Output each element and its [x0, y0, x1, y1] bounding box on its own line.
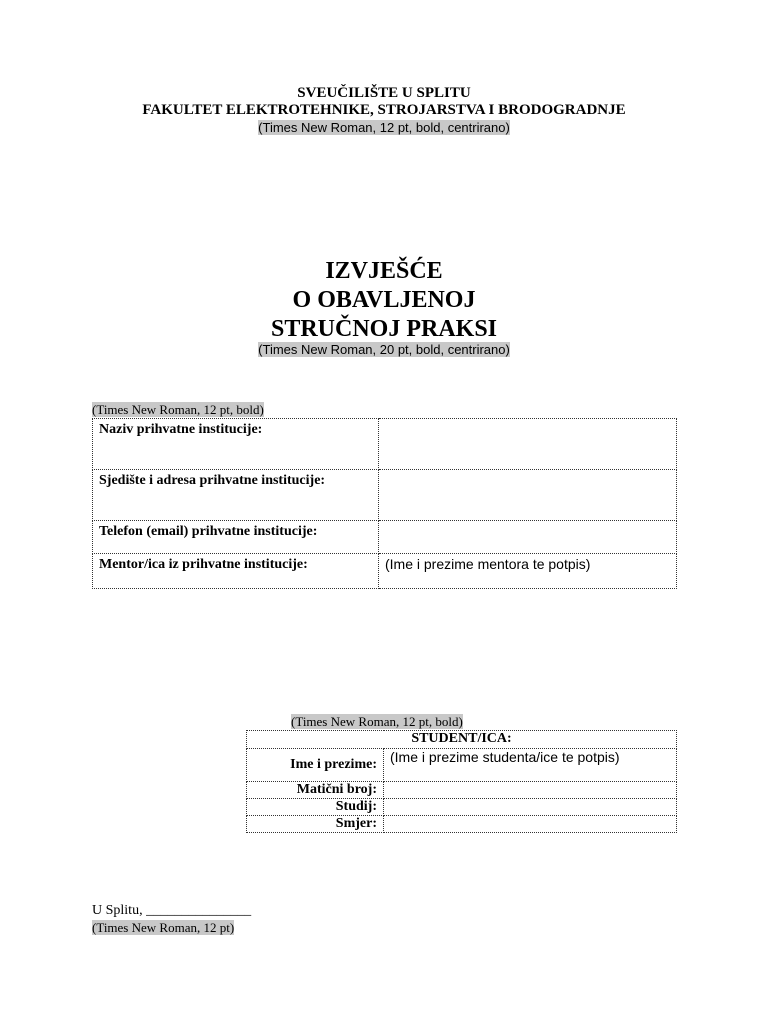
table-row — [93, 521, 677, 554]
title-line-1: IZVJEŠĆE — [325, 258, 443, 284]
student-table — [246, 730, 677, 833]
student-id-label: Matični broj: — [247, 782, 384, 799]
table-row — [93, 419, 677, 470]
study-label: Studij: — [247, 799, 384, 816]
table-row — [247, 816, 677, 833]
mentor-label: Mentor/ica iz prihvatne institucije: — [93, 554, 379, 589]
title-format-note: (Times New Roman, 20 pt, bold, centrirano) — [258, 342, 510, 357]
institution-format-note: (Times New Roman, 12 pt, bold) — [92, 402, 264, 417]
student-name-field[interactable]: (Ime i prezime studenta/ice te potpis) — [384, 749, 677, 782]
institution-address-field[interactable] — [379, 470, 677, 521]
university-name: SVEUČILIŠTE U SPLITU — [297, 85, 471, 101]
institution-phone-label: Telefon (email) prihvatne institucije: — [93, 521, 379, 554]
student-name-label: Ime i prezime: — [247, 749, 384, 782]
place-date-line: U Splitu, _______________ — [92, 903, 252, 918]
institution-address-label: Sjedište i adresa prihvatne institucije: — [93, 470, 379, 521]
institution-phone-field[interactable] — [379, 521, 677, 554]
institution-name-field[interactable] — [379, 419, 677, 470]
table-row — [247, 799, 677, 816]
institution-table — [92, 418, 677, 589]
student-heading: STUDENT/ICA: — [247, 731, 677, 749]
study-field[interactable] — [384, 799, 677, 816]
faculty-name: FAKULTET ELEKTROTEHNIKE, STROJARSTVA I BRODOGRADNJE — [142, 102, 626, 118]
table-row — [93, 470, 677, 521]
footer-format-note: (Times New Roman, 12 pt) — [92, 920, 235, 935]
title-line-3: STRUČNOJ PRAKSI — [270, 316, 498, 342]
mentor-field[interactable]: (Ime i prezime mentora te potpis) — [379, 554, 677, 589]
institution-name-label: Naziv prihvatne institucije: — [93, 419, 379, 470]
student-format-note: (Times New Roman, 12 pt, bold) — [291, 714, 463, 729]
student-id-field[interactable] — [384, 782, 677, 799]
title-line-2: O OBAVLJENOJ — [292, 287, 476, 313]
table-row — [247, 731, 677, 749]
header-format-note: (Times New Roman, 12 pt, bold, centrirano) — [258, 120, 510, 135]
table-row — [247, 782, 677, 799]
table-row — [247, 749, 677, 782]
table-row — [93, 554, 677, 589]
major-label: Smjer: — [247, 816, 384, 833]
major-field[interactable] — [384, 816, 677, 833]
